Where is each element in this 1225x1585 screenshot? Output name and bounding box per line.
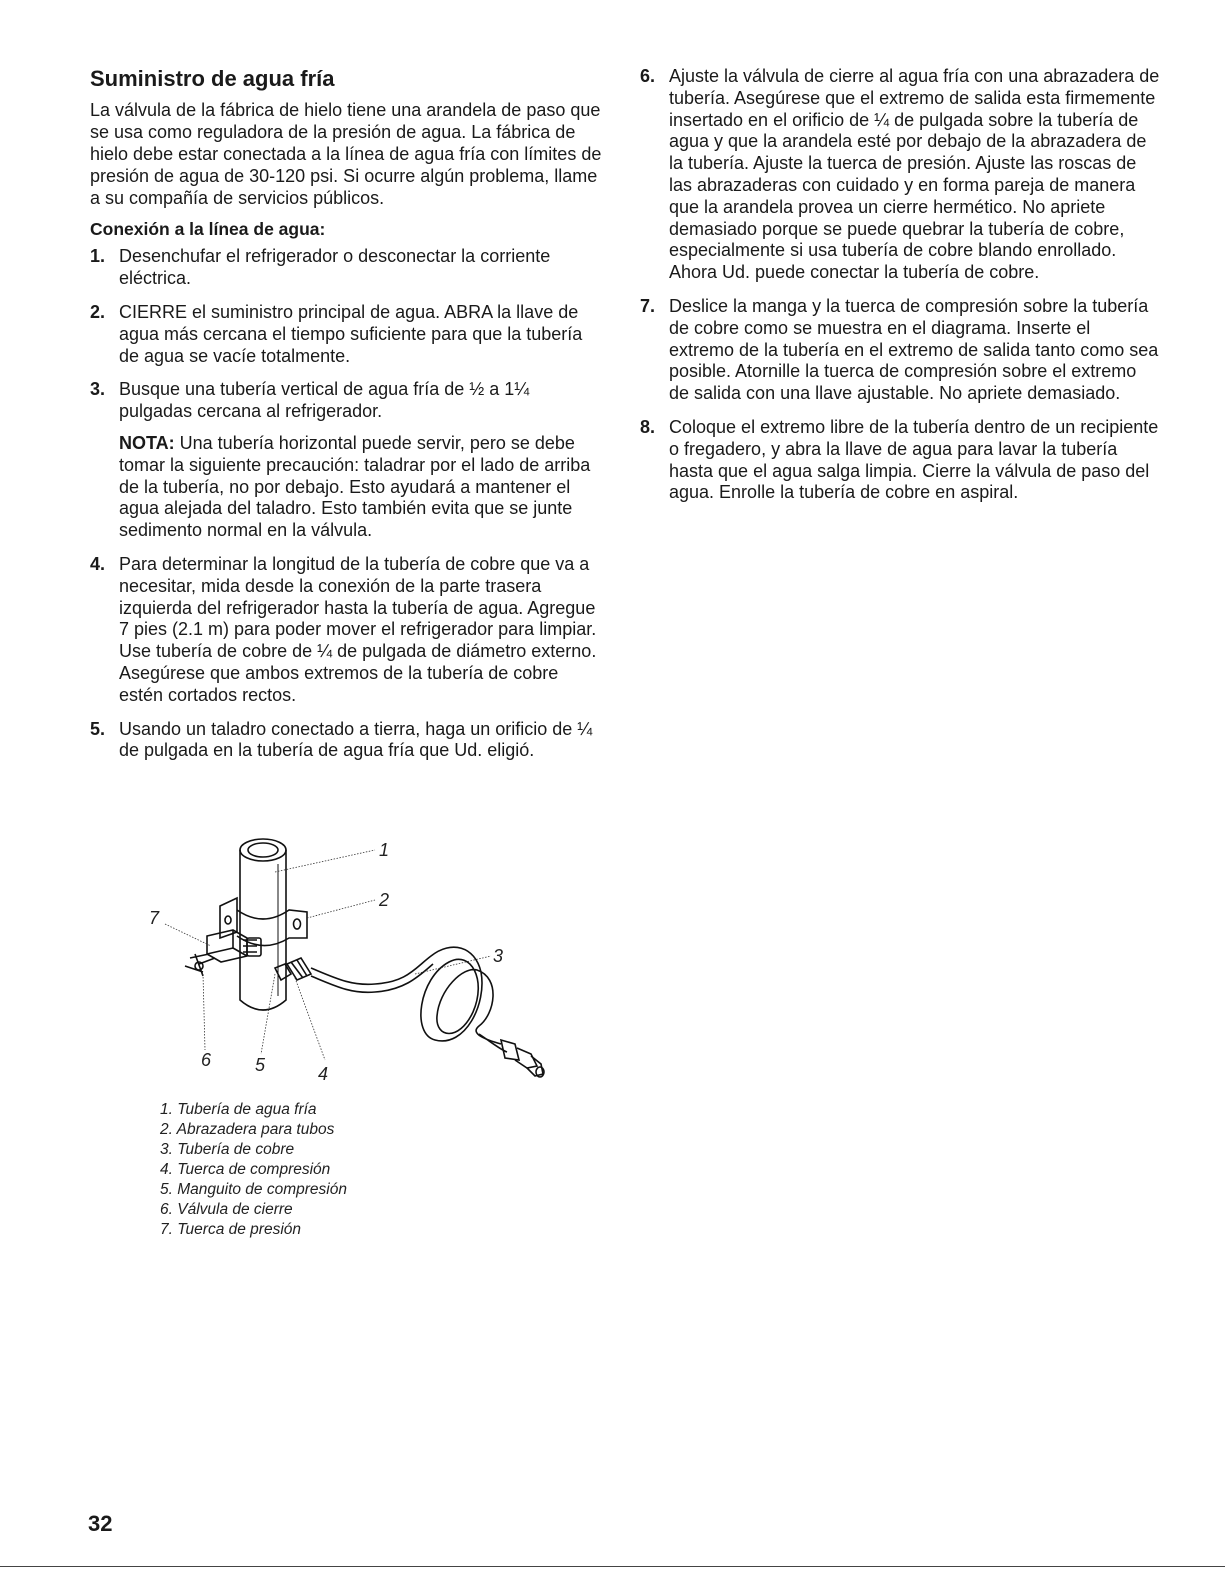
step-number: 2. <box>90 301 106 322</box>
legend-item: 2. Abrazadera para tubos <box>160 1121 335 1138</box>
step-5 <box>90 719 605 763</box>
callout-4: 4 <box>318 1064 329 1084</box>
step-2 <box>90 302 605 367</box>
compression-nut <box>287 958 311 980</box>
step-text: Desenchufar el refrigerador o desconectar la corriente eléctrica. <box>119 246 551 289</box>
step-text: CIERRE el suministro principal de agua. ABRA la llave de agua más cercana el tiempo suficiente para que la tubería de agua se vacíe totalmente. <box>119 301 583 366</box>
cold-water-pipe <box>240 850 286 1010</box>
step-number: 3. <box>90 379 106 400</box>
legend-item: 3. Tubería de cobre <box>160 1141 295 1158</box>
callout-3: 3 <box>493 946 504 966</box>
pressure-nut <box>243 940 257 952</box>
step-number: 5. <box>90 718 106 739</box>
step-text: Usando un taladro conectado a tierra, haga un orificio de ¼ de pulgada en la tubería de agua fría que Ud. eligió. <box>119 718 593 761</box>
step-number: 4. <box>90 553 106 574</box>
step-text: Busque una tubería vertical de agua fría de ½ a 1¼ pulgadas cercana al refrigerador. <box>119 379 530 422</box>
valve-handle <box>185 954 215 976</box>
step-text: Coloque el extremo libre de la tubería dentro de un recipiente o fregadero, y abra la llave de agua para lavar la tubería hasta que el agua salga limpia. Cierre la válvula de paso del agua. Enrolle la tubería de cobre en aspiral. <box>669 416 1159 503</box>
subsection-title: Conexión a la línea de agua: <box>90 219 326 240</box>
step-text: Deslice la manga y la tuerca de compresión sobre la tubería de cobre como se muestra en el diagrama. Inserte el extremo de la tubería en el extremo de salida tanto como sea posible. Atornille la tuerca de compresión sobre el extremo de salida con una llave ajustable. No apriete demasiado. <box>669 295 1159 404</box>
water-line-diagram <box>135 828 565 1086</box>
step-1 <box>90 246 605 290</box>
callout-1: 1 <box>379 840 390 860</box>
step-number: 6. <box>640 66 656 86</box>
section-title: Suministro de agua fría <box>90 66 335 91</box>
intro-paragraph: La válvula de la fábrica de hielo tiene una arandela de paso que se usa como reguladora de la presión de agua. La fábrica de hielo debe estar conectada a la línea de agua fría con límites de presión de agua de 30-120 psi. Si ocurre algún problema, llame a su compañía de servicios públicos. <box>90 100 602 208</box>
diagram-legend <box>160 1100 560 1240</box>
step-7 <box>640 296 1160 405</box>
legend-item: 4. Tuerca de compresión <box>160 1161 331 1178</box>
step-3-note <box>119 433 605 542</box>
page-number: 32 <box>88 1511 113 1536</box>
copper-tubing <box>311 946 504 1044</box>
legend-item: 6. Válvula de cierre <box>160 1201 293 1218</box>
note-label: NOTA: <box>119 432 175 453</box>
right-column <box>640 66 1160 516</box>
note-text: Una tubería horizontal puede servir, pero se debe tomar la siguiente precaución: taladrar por el lado de arriba de la tubería, no por debajo. Esto ayudará a mantener el agua alejada del taladro. Esto también evita que se junte sedimento normal en la válvula. <box>119 432 591 541</box>
left-column <box>90 62 605 774</box>
step-6 <box>640 66 1160 284</box>
diagram-illustration <box>135 828 565 1086</box>
step-number: 8. <box>640 416 656 437</box>
bottom-rule <box>0 1566 1225 1567</box>
steps-list-left <box>90 246 605 762</box>
step-text: Ajuste la válvula de cierre al agua fría con una abrazadera de tubería. Asegúrese que el extremo de salida esta firmemente insertado en el orificio de ¼ de pulgada sobre la tubería de agua y que la arandela esté por debajo de la abrazadera de la tubería. Ajuste la tuerca de presión. Ajuste las roscas de las abrazaderas con cuidado y en forma pareja de manera que la arandela provea un cierre hermético. No apriete demasiado porque se puede quebrar la tubería de cobre, especialmente si usa tubería de cobre blando enrollado. Ahora Ud. puede conectar la tubería de cobre. <box>669 66 1160 283</box>
step-number: 1. <box>90 246 106 267</box>
callout-6: 6 <box>201 1050 212 1070</box>
legend-item: 5. Manguito de compresión <box>160 1181 347 1198</box>
steps-list-right <box>640 66 1160 504</box>
tubing-end-fitting <box>501 1040 519 1060</box>
callout-7: 7 <box>149 908 160 928</box>
legend-item: 7. Tuerca de presión <box>160 1221 302 1238</box>
step-3 <box>90 379 605 542</box>
legend-item: 1. Tubería de agua fría <box>160 1101 317 1118</box>
step-number: 7. <box>640 295 656 316</box>
step-text: Para determinar la longitud de la tubería de cobre que va a necesitar, mida desde la conexión de la parte trasera izquierda del refrigerador hasta la tubería de agua. Agregue 7 pies (2.1 m) para poder mover el refrigerador para limpiar. Use tubería de cobre de ¼ de pulgada de diámetro externo. Asegúrese que ambos extremos de la tubería de cobre estén cortados rectos. <box>119 553 597 705</box>
callout-5: 5 <box>255 1055 266 1075</box>
callout-2: 2 <box>379 890 390 910</box>
step-4 <box>90 554 605 707</box>
step-8 <box>640 417 1160 504</box>
